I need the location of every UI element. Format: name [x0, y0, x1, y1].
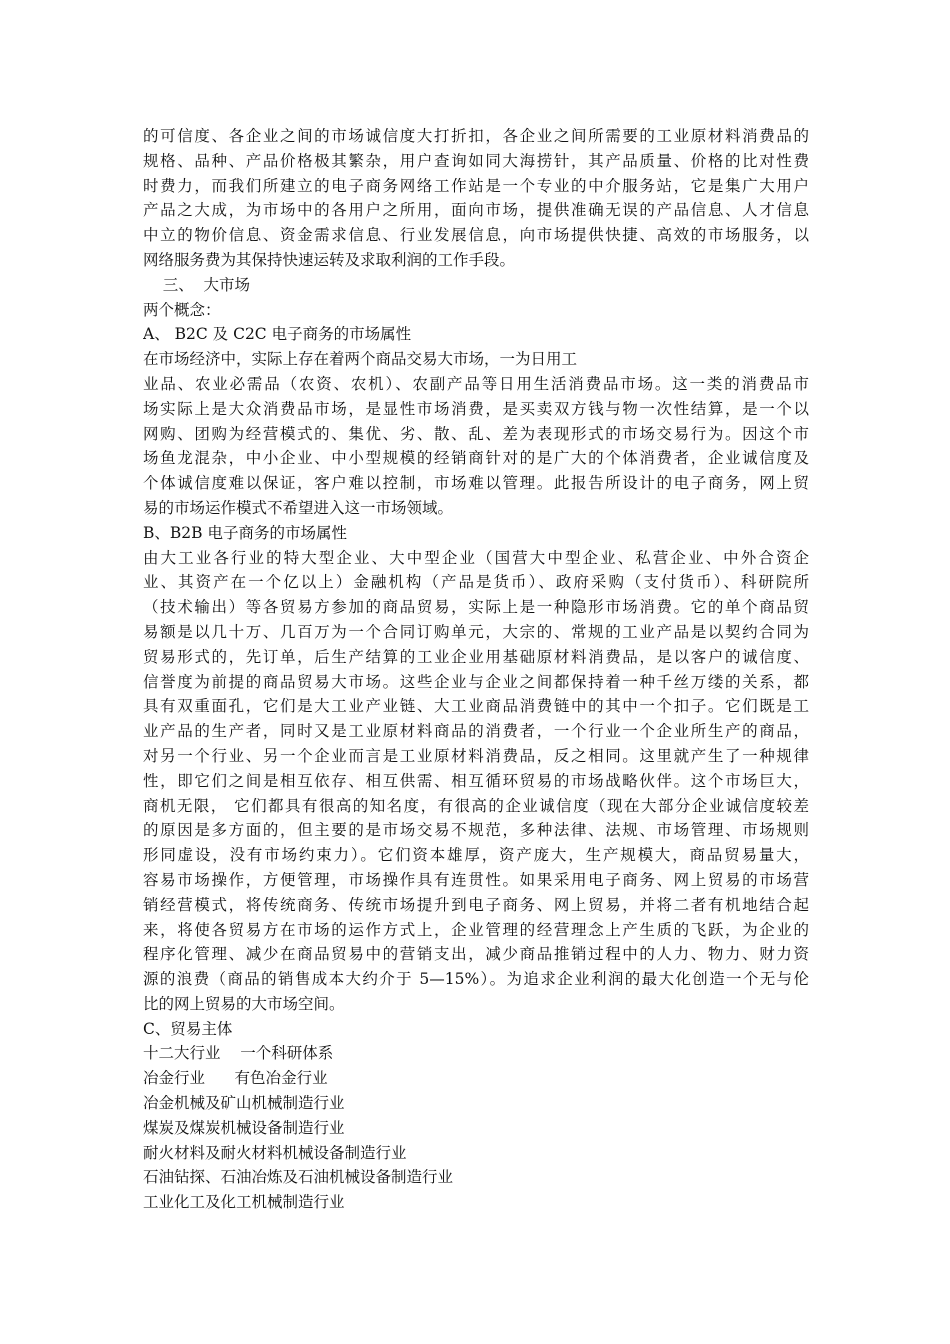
- text-line: 商机无限， 它们都具有很高的知名度，有很高的企业诚信度（现在大部分企业诚信度较差: [143, 796, 809, 815]
- text-line: 冶金机械及矿山机械制造行业: [143, 1094, 345, 1113]
- text-line: 信誉度为前提的商品贸易大市场。这些企业与企业之间都保持着一种千丝万缕的关系，都: [143, 672, 809, 691]
- text-line: 容易市场操作，方便管理，市场操作具有连贯性。如果采用电子商务、网上贸易的市场营: [143, 870, 809, 889]
- text-line: 网络服务费为其保持快速运转及求取利润的工作手段。: [143, 250, 516, 269]
- text-line: 形同虚设，没有市场约束力）。它们资本雄厚，资产庞大，生产规模大，商品贸易量大，: [143, 846, 809, 865]
- text-line: 三、 大市场: [143, 275, 251, 294]
- text-line: C、贸易主体: [143, 1019, 233, 1038]
- text-line: 由大工业各行业的特大型企业、大中型企业（国营大中型企业、私营企业、中外合资企: [143, 548, 809, 567]
- text-line: 源的浪费（商品的销售成本大约介于 5—15%）。为追求企业利润的最大化创造一个无与伦: [143, 970, 809, 989]
- text-line: 网购、团购为经营模式的、集优、劣、散、乱、差为表现形式的市场交易行为。因这个市: [143, 424, 809, 443]
- text-line: 在市场经济中，实际上存在着两个商品交易大市场，一为日用工: [143, 350, 578, 369]
- text-line: 十二大行业 一个科研体系: [143, 1044, 334, 1063]
- text-line: 中立的物价信息、资金需求信息、行业发展信息，向市场提供快捷、高效的市场服务，以: [143, 226, 809, 245]
- text-line: 贸易形式的，先订单，后生产结算的工业企业用基础原材料消费品，是以客户的诚信度、: [143, 647, 809, 666]
- text-line: 销经营模式，将传统商务、传统市场提升到电子商务、网上贸易，并将二者有机地结合起: [143, 895, 809, 914]
- text-line: 工业化工及化工机械制造行业: [143, 1193, 345, 1212]
- text-line: 场实际上是大众消费品市场，是显性市场消费，是买卖双方钱与物一次性结算，是一个以: [143, 399, 809, 418]
- text-line: A、 B2C 及 C2C 电子商务的市场属性: [143, 325, 412, 344]
- text-line: B、B2B 电子商务的市场属性: [143, 523, 347, 542]
- text-line: 业品、农业必需品（农资、农机）、农副产品等日用生活消费品市场。这一类的消费品市: [143, 374, 809, 393]
- text-line: 的原因是多方面的，但主要的是市场交易不规范，多种法律、法规、市场管理、市场规则: [143, 821, 809, 840]
- text-line: 对另一个行业、另一个企业而言是工业原材料消费品，反之相同。这里就产生了一种规律: [143, 746, 809, 765]
- text-line: 煤炭及煤炭机械设备制造行业: [143, 1118, 345, 1137]
- text-line: 易的市场运作模式不希望进入这一市场领域。: [143, 498, 454, 517]
- document-page: [143, 124, 809, 1215]
- text-line: 来，将使各贸易方在市场的运作方式上，企业管理的经营理念上产生质的飞跃，为企业的: [143, 920, 809, 939]
- text-line: 产品之大成，为市场中的各用户之所用，面向市场，提供准确无误的产品信息、人才信息: [143, 201, 809, 220]
- text-line: 比的网上贸易的大市场空间。: [143, 994, 345, 1013]
- text-line: 时费力，而我们所建立的电子商务网络工作站是一个专业的中介服务站，它是集广大用户: [143, 176, 809, 195]
- text-line: 个体诚信度难以保证，客户难以控制，市场难以管理。此报告所设计的电子商务，网上贸: [143, 474, 809, 493]
- text-line: 两个概念：: [143, 300, 221, 319]
- text-line: 性，即它们之间是相互依存、相互供需、相互循环贸易的市场战略伙伴。这个市场巨大，: [143, 771, 809, 790]
- text-line: 业、其资产在一个亿以上）金融机构（产品是货币）、政府采购（支付货币）、科研院所: [143, 573, 809, 592]
- text-line: 的可信度、各企业之间的市场诚信度大打折扣，各企业之间所需要的工业原材料消费品的: [143, 127, 809, 145]
- text-line: 程序化管理、减少在商品贸易中的营销支出，减少商品推销过程中的人力、物力、财力资: [143, 945, 809, 964]
- text-line: 易额是以几十万、几百万为一个合同订购单元，大宗的、常规的工业产品是以契约合同为: [143, 622, 809, 641]
- text-line: 冶金行业 有色冶金行业: [143, 1069, 328, 1088]
- text-line: 规格、品种、产品价格极其繁杂，用户查询如同大海捞针，其产品质量、价格的比对性费: [143, 151, 809, 170]
- text-line: （技术输出）等各贸易方参加的商品贸易，实际上是一种隐形市场消费。它的单个商品贸: [143, 598, 809, 617]
- text-line: 石油钻探、石油冶炼及石油机械设备制造行业: [143, 1168, 454, 1187]
- text-line: 具有双重面孔，它们是大工业产业链、大工业商品消费链中的其中一个扣子。它们既是工: [143, 697, 809, 716]
- text-line: 业产品的生产者，同时又是工业原材料商品的消费者，一个行业一个企业所生产的商品，: [143, 722, 809, 741]
- text-line: 耐火材料及耐火材料机械设备制造行业: [143, 1143, 407, 1162]
- text-line: 场鱼龙混杂，中小企业、中小型规模的经销商针对的是广大的个体消费者，企业诚信度及: [143, 449, 809, 468]
